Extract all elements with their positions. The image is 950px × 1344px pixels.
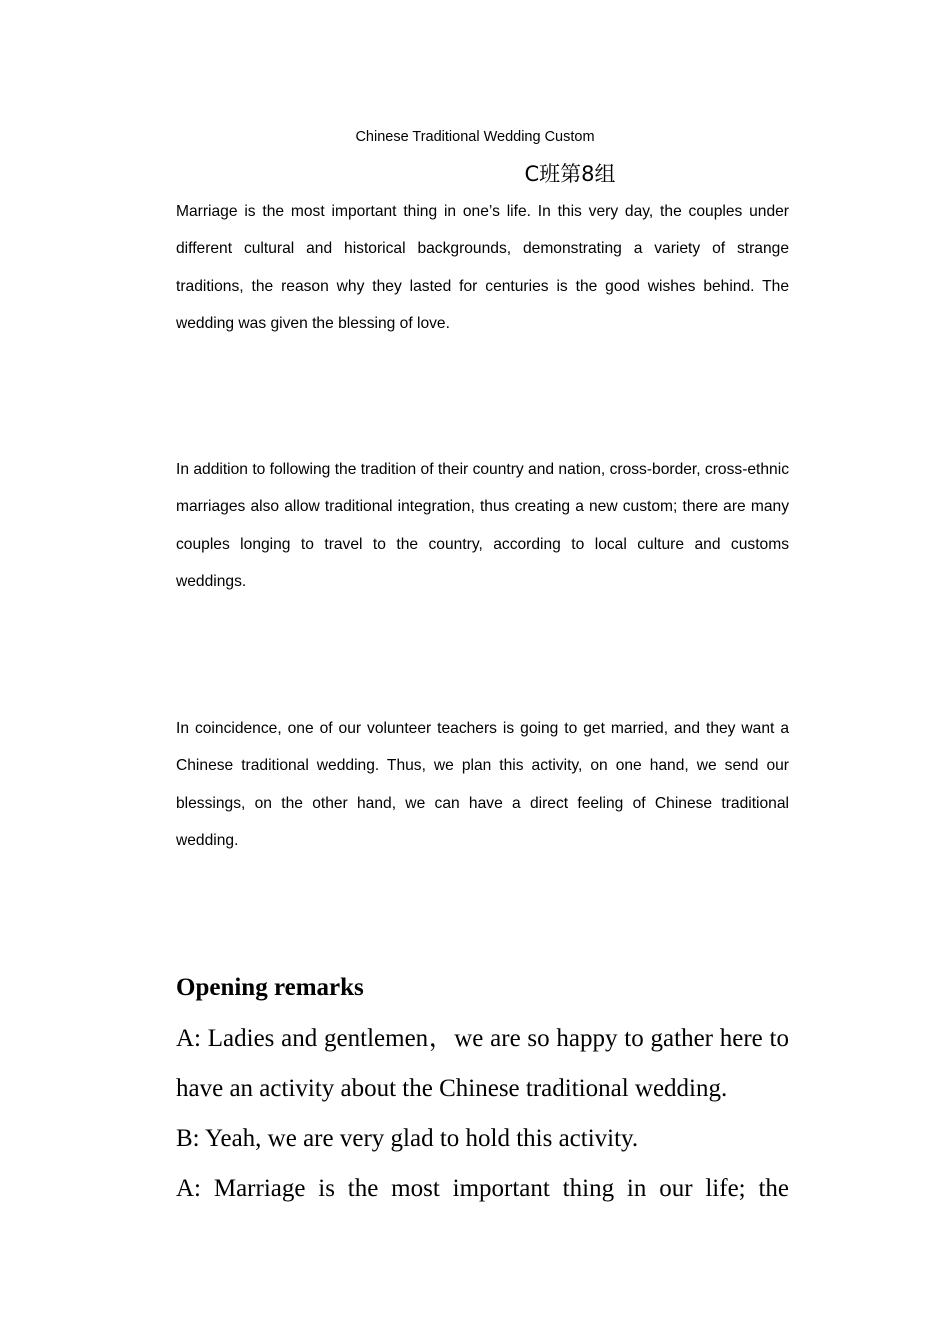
intro-paragraph: Marriage is the most important thing in one’s life. In this very day, the couples under different cultural and historical backgrounds, demonstrating a variety of strange traditions, the reason why they lasted for centuries is the good wishes behind. The wedding was given the blessing of love. [176,203,789,332]
tradition-paragraph: In addition to following the tradition of their country and nation, cross-border, cross-ethnic marriages also allow traditional integration, thus creating a new custom; there are many couples longing to travel to the country, according to local culture and customs weddings. [176,461,789,590]
document-title: Chinese Traditional Wedding Custom [355,129,595,145]
dialogue-line: B: Yeah, we are very glad to hold this activity. [176,1125,639,1152]
dialogue-line: A: Marriage is the most important thing in our life; the [176,1175,789,1202]
dialogue-section [176,1014,789,1214]
section-heading: Opening remarks [176,974,364,1001]
group-subtitle: C班第8组 [524,162,616,186]
dialogue-line: A: Ladies and gentlemen，we are so happy to gather here to have an activity about the Chinese traditional wedding. [176,1025,789,1102]
activity-paragraph: In coincidence, one of our volunteer teachers is going to get married, and they want a Chinese traditional wedding. Thus, we plan this activity, on one hand, we send our blessings, on the other hand, we can have a direct feeling of Chinese traditional wedding. [176,720,789,849]
